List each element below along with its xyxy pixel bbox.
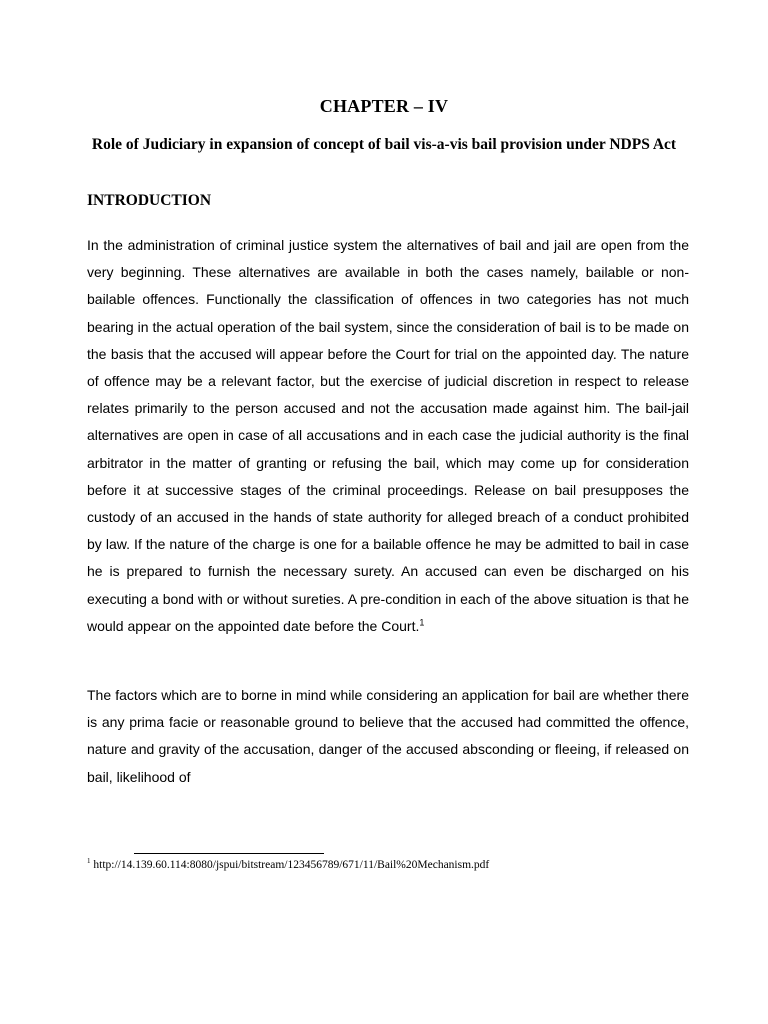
- footnote-reference[interactable]: 1: [419, 617, 425, 628]
- chapter-subtitle: Role of Judiciary in expansion of concept of bail vis-a-vis bail provision under NDPS Act: [91, 136, 677, 153]
- chapter-title: CHAPTER – IV: [319, 96, 449, 116]
- footnote: [87, 859, 489, 871]
- paragraph-1-text: In the administration of criminal justice system the alternatives of bail and jail are open from the very beginning. These alternatives are available in both the cases namely, bailable or non-bailable offences. Functionally the classification of offences in two categories has not much bearing in the actual operation of the bail system, since the consideration of bail is to be made on the basis that the accused will appear before the Court for trial on the appointed day. The nature of offence may be a relevant factor, but the exercise of judicial discretion in respect to release relates primarily to the person accused and not the accusation made against him. The bail-jail alternatives are open in case of all accusations and in each case the judicial authority is the final arbitrator in the matter of granting or refusing the bail, which may come up for consideration before it at successive stages of the criminal proceedings. Release on bail presupposes the custody of an accused in the hands of state authority for alleged breach of a conduct prohibited by law. If the nature of the charge is one for a bailable offence he may be admitted to bail in case he is prepared to furnish the necessary surety. An accused can even be discharged on his executing a bond with or without sureties. A pre-condition in each of the above situation is that he would appear on the appointed date before the Court.: [87, 237, 689, 634]
- footnote-url[interactable]: http://14.139.60.114:8080/jspui/bitstream/123456789/671/11/Bail%20Mechanism.pdf: [93, 859, 490, 871]
- paragraph-2-text: The factors which are to borne in mind while considering an application for bail are whether there is any prima facie or reasonable ground to believe that the accused had committed the offence, nature and gravity of the accusation, danger of the accused absconding or fleeing, if released on bail, likelihood of: [87, 687, 689, 785]
- paragraph-2: [87, 682, 689, 791]
- section-heading-introduction: INTRODUCTION: [87, 192, 212, 209]
- footnote-marker: 1: [87, 857, 91, 866]
- paragraph-1: [87, 232, 689, 640]
- footnote-separator: [134, 853, 324, 854]
